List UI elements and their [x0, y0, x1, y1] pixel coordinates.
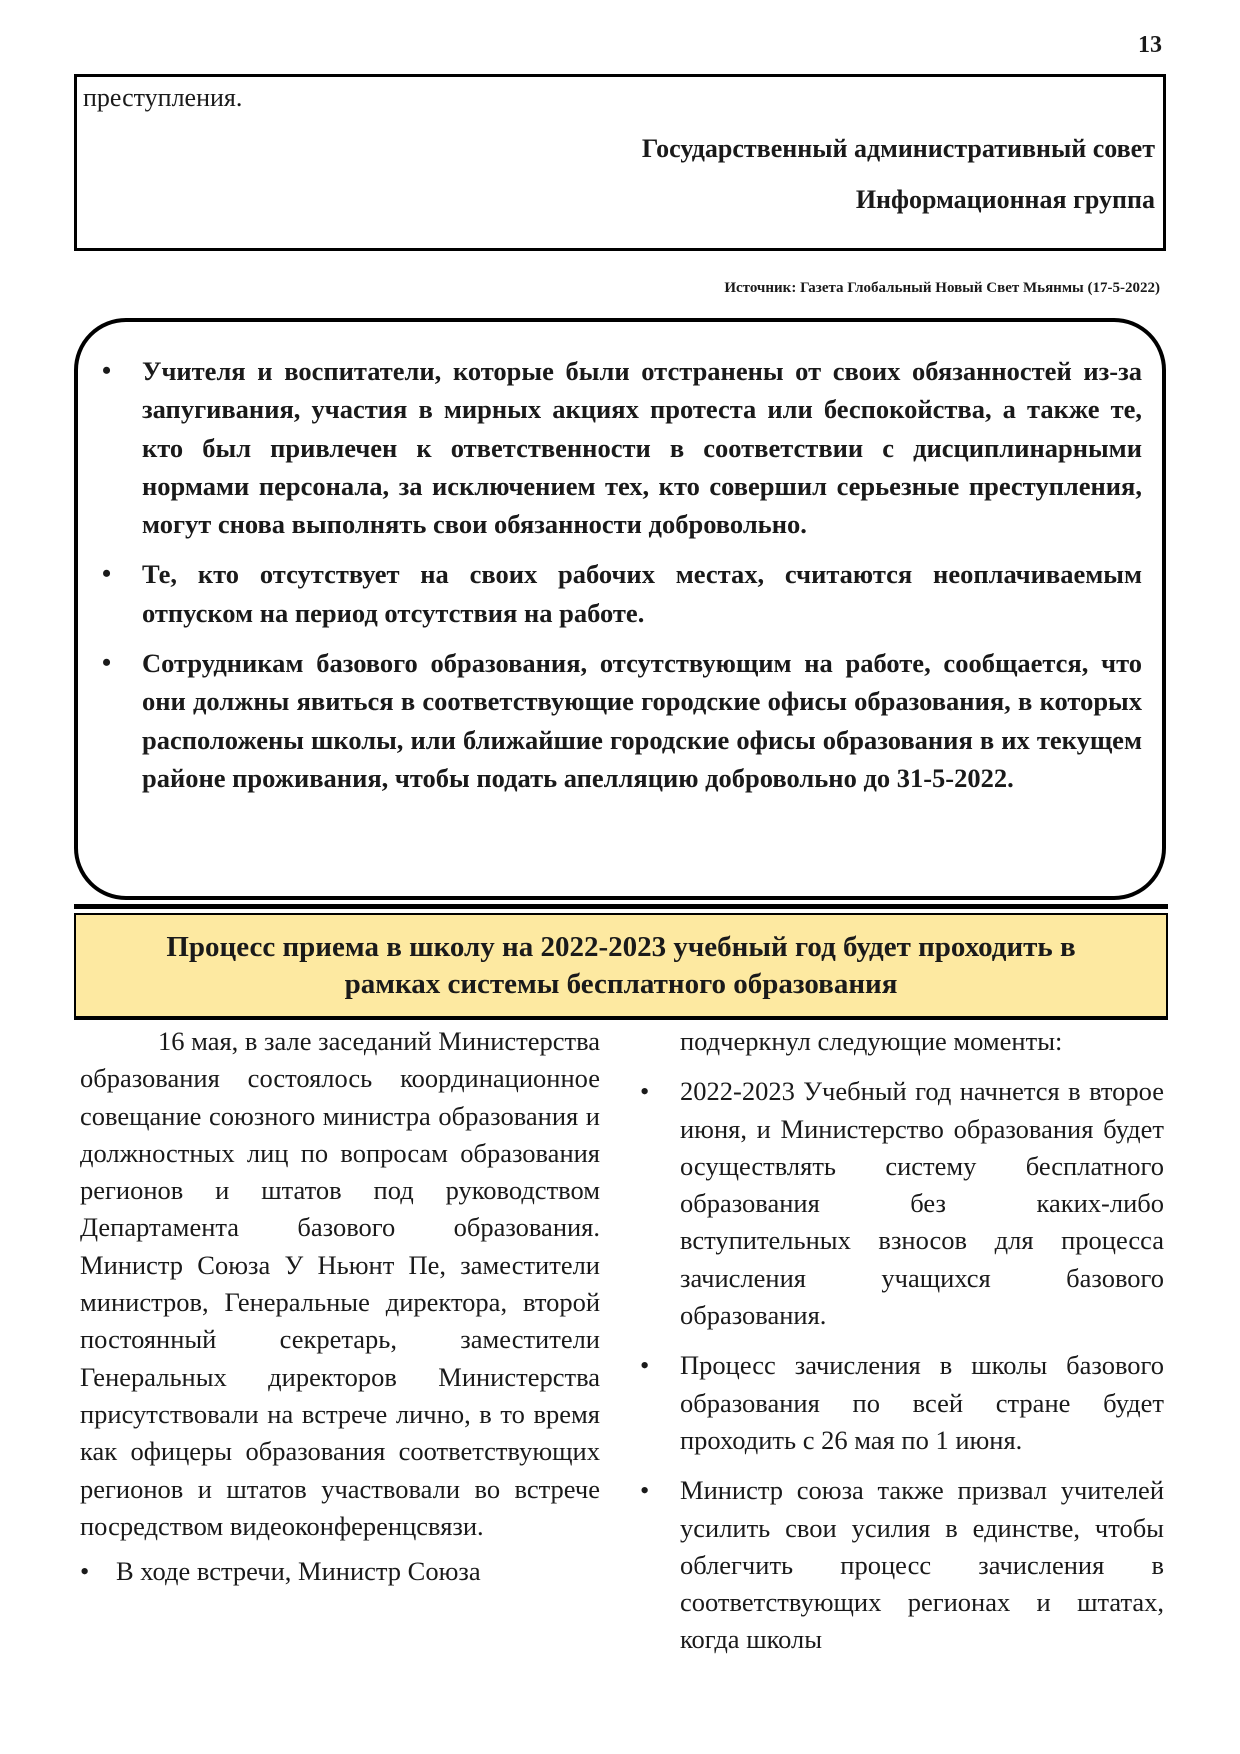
article-column-left: [80, 1023, 600, 1590]
left-bullet-item: • В ходе встречи, Министр Союза: [80, 1553, 600, 1590]
section-divider: [74, 904, 1168, 909]
headline-box: [74, 913, 1168, 1018]
headline-underline: [74, 1018, 1168, 1020]
notice-list: [142, 352, 1142, 809]
bullet-school-year: • 2022-2023 Учебный год начнется в второе июня, и Министерство образования будет осуществлять систему бесплатного образования без каких-либо вступительных взносов для процесса зачисления учащихся базового образования.: [680, 1073, 1164, 1334]
right-bullet-list: [680, 1073, 1164, 1658]
notice-item-unpaid-leave: • Те, кто отсутствует на своих рабочих местах, считаются неоплачиваемым отпуском на период отсутствия на работе.: [142, 555, 1142, 632]
notice-item-appeal: • Сотрудникам базового образования, отсутствующим на работе, сообщается, что они должны явиться в соответствующие городские офисы образования, в которых расположены школы, или ближайшие городские офисы образования в их текущем районе проживания, чтобы подать апелляцию добровольно до 31-5-2022.: [142, 644, 1142, 797]
article-column-right: [680, 1023, 1164, 1659]
article-paragraph: 16 мая, в зале заседаний Министерства образования состоялось координационное совещание союзного министра образования и должностных лиц по вопросам образования регионов и штатов под руководством Департамента базового образования. Министр Союза У Ньюнт Пе, заместители министров, Генеральные директора, второй постоянный секретарь, заместители Генеральных директоров Министерства присутствовали на встрече лично, в то время как офицеры образования соответствующих регионов и штатов участвовали во встрече посредством видеоконференцсвязи.: [80, 1026, 600, 1541]
left-bullet-list: [80, 1553, 600, 1590]
page-number: 13: [1138, 32, 1162, 58]
article-headline: Процесс приема в школу на 2022-2023 учебный год будет проходить в рамках системы бесплатного образования: [166, 930, 1076, 1000]
signature-council: Государственный административный совет: [641, 134, 1155, 163]
notice-box: [74, 318, 1166, 900]
notice-item-reinstatement: • Учителя и воспитатели, которые были отстранены от своих обязанностей из-за запугивания, участия в мирных акциях протеста или беспокойства, а также те, кто был привлечен к ответственности в соответствии с дисциплинарными нормами персонала, за исключением тех, кто совершил серьезные преступления, могут снова выполнять свои обязанности добровольно.: [142, 352, 1142, 543]
statement-text: преступления.: [83, 83, 243, 112]
signature-group: Информационная группа: [855, 185, 1155, 214]
statement-box: [74, 74, 1166, 251]
bullet-enrollment-dates: • Процесс зачисления в школы базового образования по всей стране будет проходить с 26 мая по 1 июня.: [680, 1347, 1164, 1459]
bullet-minister-appeal: • Министр союза также призвал учителей усилить свои усилия в единстве, чтобы облегчить процесс зачисления в соответствующих регионах и штатах, когда школы: [680, 1472, 1164, 1658]
right-lead-text: подчеркнул следующие моменты:: [680, 1026, 1063, 1056]
source-citation: Источник: Газета Глобальный Новый Свет Мьянмы (17-5-2022): [724, 280, 1160, 296]
